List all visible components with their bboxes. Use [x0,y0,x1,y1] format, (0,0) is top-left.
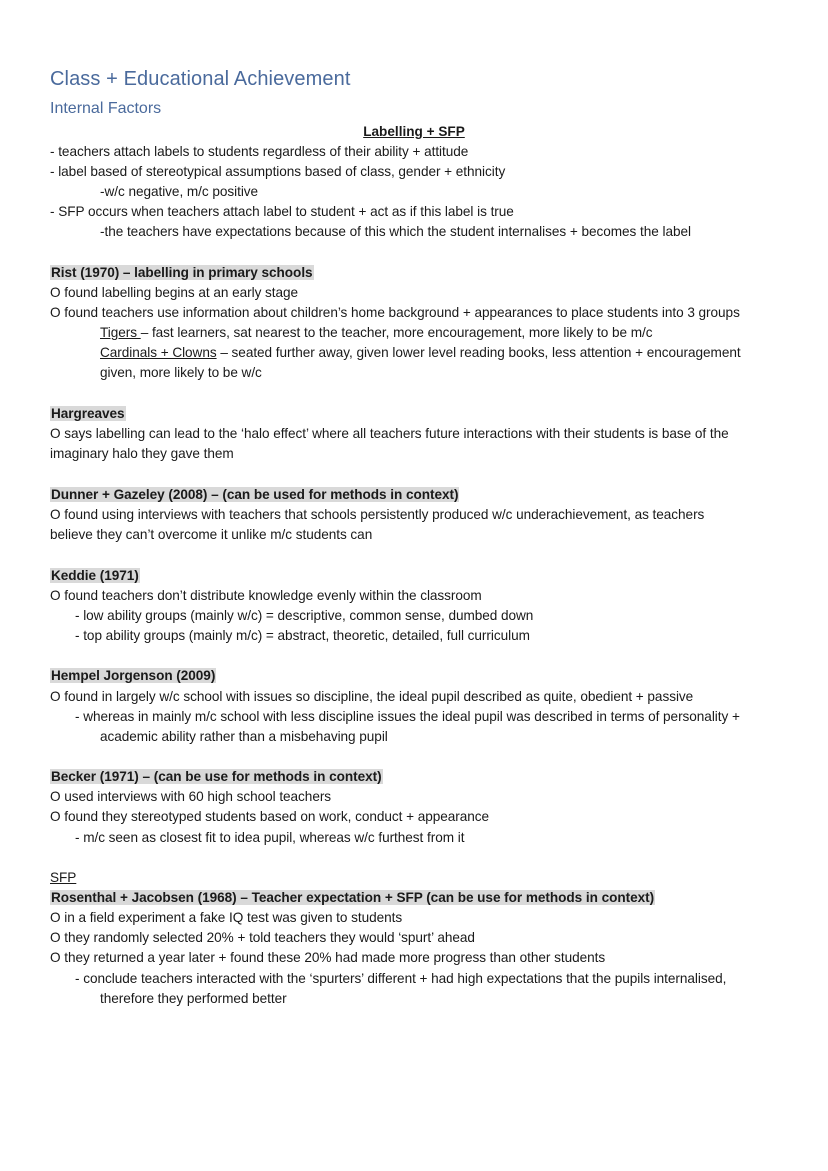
rist-cardinals-line [100,343,741,363]
cardinals-text: – seated further away, given lower level reading books, less attention + encouragement [216,345,741,360]
rosenthal-line: O they randomly selected 20% + told teachers they would ‘spurt’ ahead [50,930,475,945]
highlighted-heading: Becker (1971) – (can be use for methods in context) [51,769,382,784]
highlighted-heading: Keddie (1971) [51,568,139,583]
highlighted-heading: Hargreaves [51,406,125,421]
study-heading-becker [50,767,383,787]
hempel-line: O found in largely w/c school with issues so discipline, the ideal pupil described as quite, obedient + passive [50,689,694,704]
study-heading-rist [50,263,314,283]
intro-line: - teachers attach labels to students regardless of their ability + attitude [50,144,469,159]
tigers-text: – fast learners, sat nearest to the teacher, more encouragement, more likely to be m/c [140,325,653,340]
study-heading-keddie [50,566,140,586]
highlighted-heading: Dunner + Gazeley (2008) – (can be used for methods in context) [51,487,459,502]
keddie-line: - top ability groups (mainly m/c) = abstract, theoretic, detailed, full curriculum [75,628,530,643]
rist-line: O found labelling begins at an early stage [50,285,299,300]
rist-cardinals-line-2: given, more likely to be w/c [100,365,262,380]
hargreaves-line: O says labelling can lead to the ‘halo effect’ where all teachers future interactions with their students is base of the [50,426,729,441]
tigers-label: Tigers [100,325,141,340]
section-heading-labelling-sfp: Labelling + SFP [363,124,465,139]
rosenthal-line: O they returned a year later + found these 20% had made more progress than other students [50,950,606,965]
dunner-line: believe they can’t overcome it unlike m/c students can [50,527,373,542]
study-heading-hargreaves [50,404,126,424]
keddie-line: O found teachers don’t distribute knowledge evenly within the classroom [50,588,482,603]
rist-line: O found teachers use information about children’s home background + appearances to place students into 3 groups [50,305,740,320]
rosenthal-line: - conclude teachers interacted with the ‘spurters’ different + had high expectations that the pupils internalised, [75,971,727,986]
study-heading-dunner [50,485,459,505]
document-title: Class + Educational Achievement [50,68,351,90]
intro-line: -the teachers have expectations because of this which the student internalises + becomes the label [100,224,691,239]
becker-line: O found they stereotyped students based on work, conduct + appearance [50,809,490,824]
keddie-line: - low ability groups (mainly w/c) = descriptive, common sense, dumbed down [75,608,534,623]
becker-line: O used interviews with 60 high school teachers [50,789,332,804]
highlighted-heading: Rosenthal + Jacobsen (1968) – Teacher expectation + SFP (can be use for methods in context) [51,890,655,905]
highlighted-heading: Hempel Jorgenson (2009) [51,668,216,683]
intro-line: -w/c negative, m/c positive [100,184,259,199]
becker-line: - m/c seen as closest fit to idea pupil, whereas w/c furthest from it [75,830,465,845]
rosenthal-line: therefore they performed better [100,991,287,1006]
highlighted-heading: Rist (1970) – labelling in primary schools [51,265,313,280]
intro-line: - SFP occurs when teachers attach label to student + act as if this label is true [50,204,514,219]
dunner-line: O found using interviews with teachers that schools persistently produced w/c underachievement, as teachers [50,507,705,522]
hargreaves-line: imaginary halo they gave them [50,446,234,461]
study-heading-hempel [50,666,216,686]
study-heading-rosenthal [50,888,655,908]
sfp-subheading: SFP [50,870,77,885]
rist-tigers-line [100,323,652,343]
cardinals-label: Cardinals + Clowns [100,345,217,360]
hempel-line: - whereas in mainly m/c school with less discipline issues the ideal pupil was described in terms of personality + [75,709,740,724]
rosenthal-line: O in a field experiment a fake IQ test was given to students [50,910,403,925]
hempel-line: academic ability rather than a misbehaving pupil [100,729,388,744]
intro-line: - label based of stereotypical assumptions based of class, gender + ethnicity [50,164,506,179]
document-subtitle: Internal Factors [50,100,162,117]
